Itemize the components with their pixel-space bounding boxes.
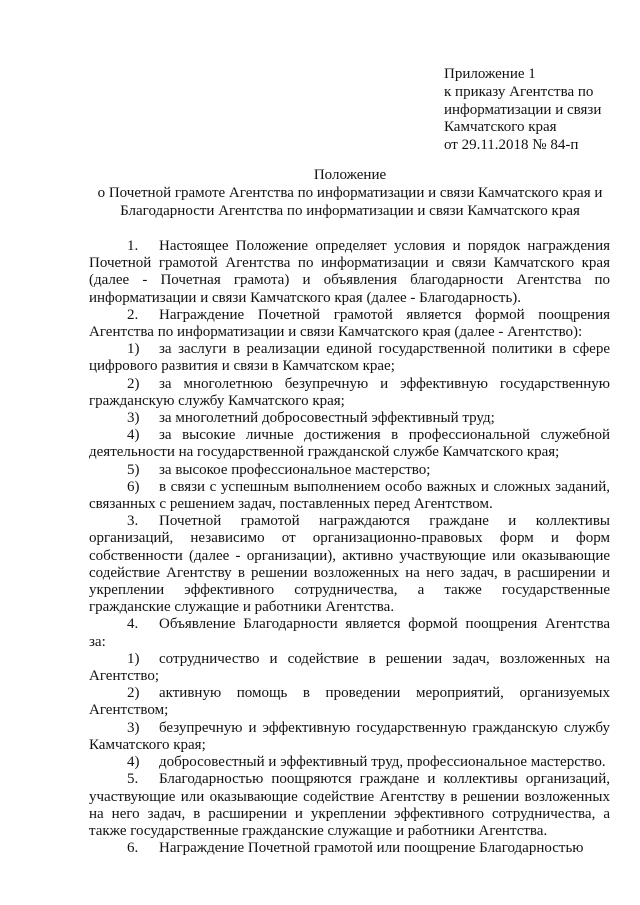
list-item-text: сотрудничество и содействие в решении задач, возложенных на Агентство;: [89, 650, 610, 685]
paragraph-text: Награждение Почетной грамотой или поощрение Благодарностью: [159, 840, 584, 857]
list-item-text: добросовестный и эффективный труд, профессиональное мастерство.: [159, 754, 606, 771]
list-item-number: 6): [127, 478, 140, 495]
list-item-number: 4): [127, 754, 140, 771]
paragraph: [89, 771, 610, 840]
paragraph-text: Награждение Почетной грамотой является формой поощрения Агентства по информатизации и связи Камчатского края (далее - Агентство):: [89, 306, 610, 341]
list-item: [89, 720, 610, 754]
list-item-text: активную помощь в проведении мероприятий, организуемых Агентством;: [89, 685, 610, 719]
appendix-line: Приложение 1: [444, 66, 536, 82]
list-item-text: за многолетнюю безупречную и эффективную государственную гражданскую службу Камчатского края;: [89, 375, 610, 409]
list-item-text: за высокие личные достижения в профессиональной служебной деятельности на государственной гражданской службе Камчатского края;: [89, 427, 610, 461]
appendix-line: информатизации и связи: [444, 101, 602, 118]
paragraph: [89, 513, 610, 616]
list-item-text: безупречную и эффективную государственную гражданскую службу Камчатского края;: [89, 719, 610, 753]
appendix-line: к приказу Агентства по: [444, 83, 594, 100]
list-item: [89, 341, 610, 375]
list-item: [89, 651, 610, 685]
document-title: [60, 166, 640, 220]
paragraph: [89, 840, 610, 857]
list-item: [89, 685, 610, 719]
appendix-line: от 29.11.2018 № 84-п: [444, 137, 579, 154]
list-item: [89, 376, 610, 410]
list-item: [89, 410, 610, 427]
paragraph-number: 2.: [127, 306, 139, 323]
list-item-number: 2): [127, 685, 140, 702]
paragraph: [89, 238, 610, 307]
list-item-number: 5): [127, 461, 140, 478]
list-item-text: за заслуги в реализации единой государственной политики в сфере цифрового развития и связи в Камчатском крае;: [89, 341, 610, 375]
paragraph-number: 5.: [127, 771, 139, 788]
paragraph-number: 6.: [127, 840, 139, 857]
list-item-number: 4): [127, 427, 140, 444]
paragraph-number: 3.: [127, 513, 139, 530]
list-item: [89, 479, 610, 513]
paragraph-text: Благодарностью поощряются граждане и коллективы организаций, участвующие или оказывающие содействие Агентству в решении возложенных на него задач, в расширении и укреплении эффективного сотрудничества, а также государственные гражданские служащие и работники Агентства.: [89, 771, 610, 839]
paragraph-number: 1.: [127, 238, 139, 254]
list-item-number: 2): [127, 375, 140, 392]
list-item-number: 3): [127, 410, 140, 427]
list-item-text: за высокое профессиональное мастерство;: [159, 461, 431, 478]
list-item: [89, 462, 610, 479]
paragraph-number: 4.: [127, 616, 139, 633]
paragraph-text: Почетной грамотой награждаются граждане и коллективы организаций, независимо от организационно-правовых форм и форм собственности (далее - организации), активно участвующие или оказывающие содействие Агентству в решении возложенных на него задач, в расширении и укреплении эффективного сотрудничества, а также государственные гражданские служащие и работники Агентства.: [89, 513, 610, 616]
appendix-line: Камчатского края: [444, 119, 557, 136]
appendix-block: [444, 66, 624, 155]
list-item-number: 1): [127, 341, 140, 358]
title-line: Благодарности Агентства по информатизации и связи Камчатского края: [120, 203, 580, 219]
paragraph: [89, 307, 610, 341]
list-item-number: 3): [127, 719, 140, 736]
title-line: Положение: [313, 167, 387, 183]
list-item: [89, 427, 610, 461]
paragraph-text: Объявление Благодарности является формой поощрения Агентства за:: [89, 616, 610, 650]
paragraph: [89, 616, 610, 650]
paragraph-text: Настоящее Положение определяет условия и порядок награждения Почетной грамотой Агентства по информатизации и связи Камчатского края (далее - Почетная грамота) и объявления благодарности Агентства по информатизации и связи Камчатского края (далее - Благодарность).: [89, 238, 610, 306]
title-line: о Почетной грамоте Агентства по информатизации и связи Камчатского края и: [97, 185, 603, 201]
document-body: [89, 238, 610, 857]
list-item: [89, 754, 610, 771]
list-item-number: 1): [127, 650, 140, 667]
list-item-text: за многолетний добросовестный эффективный труд;: [159, 410, 495, 427]
list-item-text: в связи с успешным выполнением особо важных и сложных заданий, связанных с решением задач, поставленных перед Агентством.: [89, 478, 610, 513]
